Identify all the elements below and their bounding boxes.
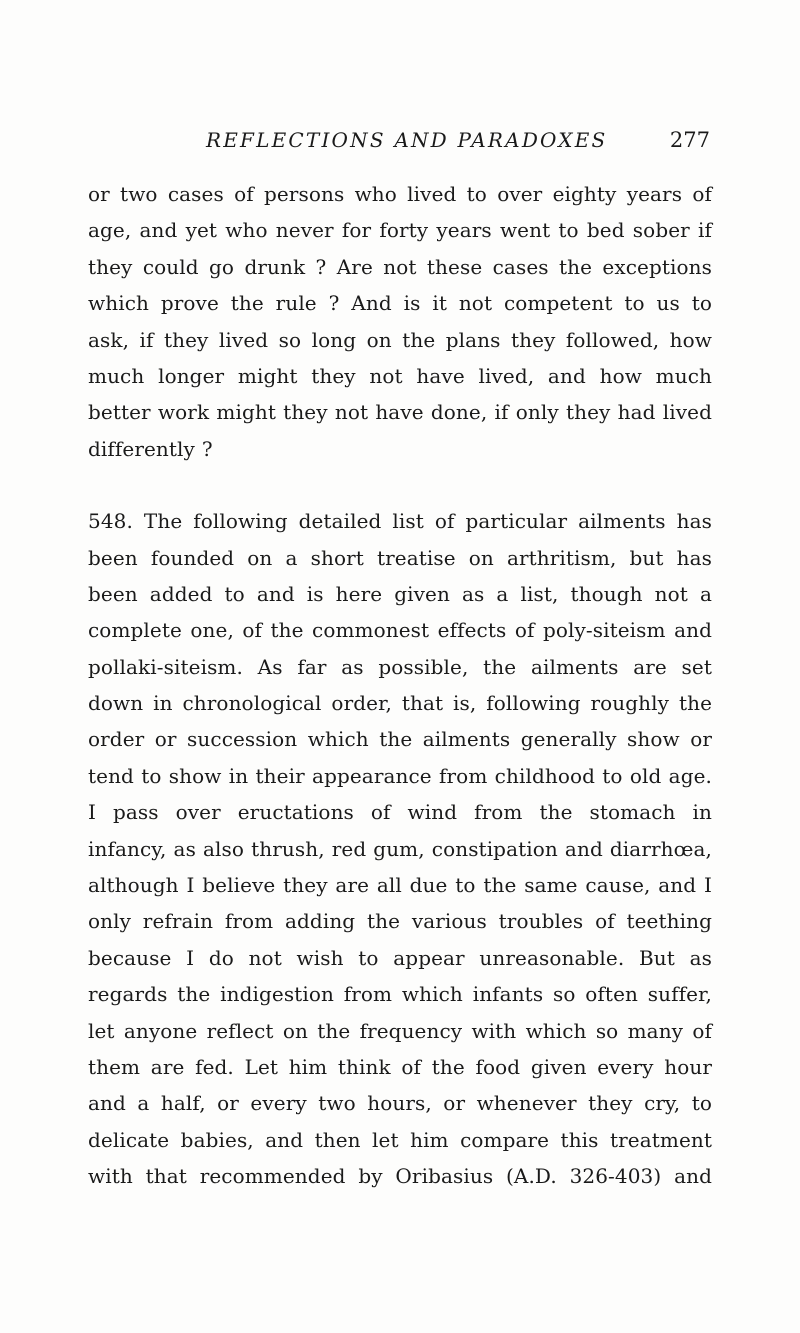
text-line: tend to show in their appearance from childhood to old age. — [88, 763, 712, 788]
paragraph-continuation — [88, 176, 712, 467]
text-line: or two cases of persons who lived to over eighty years of — [88, 182, 712, 206]
text-line: complete one, of the commonest effects of poly-siteism and — [88, 618, 712, 643]
text-line: order or succession which the ailments generally show or — [88, 727, 712, 752]
text-line: better work might they not have done, if only they had lived — [88, 400, 712, 425]
body-text — [88, 176, 712, 1195]
text-line: let anyone reflect on the frequency with which so many of — [88, 1018, 712, 1043]
text-line: with that recommended by Oribasius (A.D. 326-403) and — [88, 1164, 712, 1189]
text-line: age, and yet who never for forty years went to bed sober if — [88, 218, 712, 243]
text-line: been added to and is here given as a list, though not a — [88, 581, 712, 606]
text-line: been founded on a short treatise on arthritism, but has — [88, 545, 712, 570]
text-line: I pass over eructations of wind from the stomach in — [88, 800, 712, 825]
running-title: REFLECTIONS AND PARADOXES — [206, 128, 608, 152]
text-line: delicate babies, and then let him compare this treatment — [88, 1127, 712, 1152]
text-line: because I do not wish to appear unreasonable. But as — [88, 945, 712, 970]
text-line: they could go drunk ? Are not these cases the exceptions — [88, 254, 712, 279]
text-line: much longer might they not have lived, and how much — [88, 363, 712, 388]
text-line: infancy, as also thrush, red gum, constipation and diarrhœa, — [88, 836, 712, 861]
page-number: 277 — [669, 128, 710, 152]
running-head — [206, 128, 710, 158]
text-line: ask, if they lived so long on the plans they followed, how — [88, 327, 712, 352]
text-line: and a half, or every two hours, or whenever they cry, to — [88, 1091, 712, 1116]
text-line: them are fed. Let him think of the food given every hour — [88, 1054, 712, 1079]
text-line: differently ? — [88, 436, 213, 461]
text-line: pollaki-siteism. As far as possible, the ailments are set — [88, 654, 712, 679]
text-line: 548. The following detailed list of particular ailments has — [88, 509, 712, 534]
text-line: regards the indigestion from which infants so often suffer, — [88, 982, 712, 1007]
text-line: although I believe they are all due to the same cause, and I — [88, 873, 712, 898]
text-line: down in chronological order, that is, following roughly the — [88, 691, 712, 716]
text-line: which prove the rule ? And is it not competent to us to — [88, 291, 712, 316]
text-line: only refrain from adding the various troubles of teething — [88, 909, 712, 934]
paragraph-548 — [88, 503, 712, 1194]
